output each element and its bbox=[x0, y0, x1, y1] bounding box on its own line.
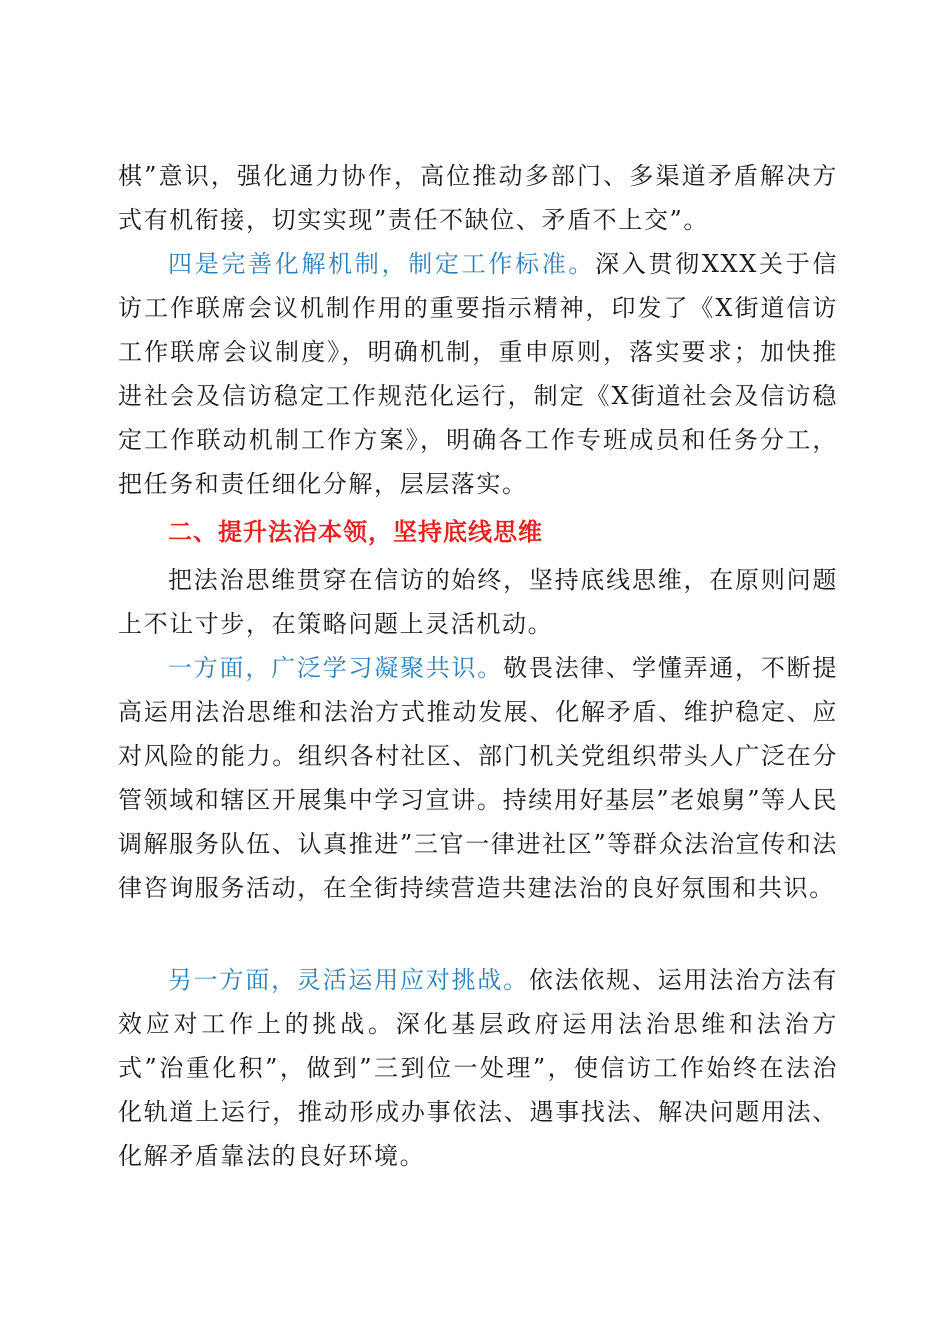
paragraph-lead-heading: 四是完善化解机制，制定工作标准。 bbox=[168, 250, 596, 278]
paragraph-text: 棋”意识，强化通力协作，高位推动多部门、多渠道矛盾解决方式有机衔接，切实实现”责任不缺位、矛盾不上交”。 bbox=[118, 162, 838, 234]
paragraph-challenge bbox=[118, 958, 838, 1178]
section-heading: 二、提升法治本领，坚持底线思维 bbox=[168, 518, 543, 546]
paragraph-lead-heading: 一方面，广泛学习凝聚共识。 bbox=[168, 654, 504, 682]
paragraph-text: 依法依规、运用法治方法有效应对工作上的挑战。深化基层政府运用法治思维和法治方式”治重化积”，做到”三到位一处理”，使信访工作始终在法治化轨道上运行，推动形成办事依法、遇事找法、解决问题用法、化解矛盾靠法的良好环境。 bbox=[118, 966, 838, 1170]
paragraph-study bbox=[118, 646, 838, 910]
paragraph-mechanism bbox=[118, 242, 838, 506]
paragraph-text: 把法治思维贯穿在信访的始终，坚持底线思维，在原则问题上不让寸步，在策略问题上灵活机动。 bbox=[118, 566, 838, 638]
paragraph-text: 敬畏法律、学懂弄通，不断提高运用法治思维和法治方式推动发展、化解矛盾、维护稳定、应对风险的能力。组织各村社区、部门机关党组织带头人广泛在分管领域和辖区开展集中学习宣讲。持续用好基层”老娘舅”等人民调解服务队伍、认真推进”三官一律进社区”等群众法治宣传和法律咨询服务活动，在全街持续营造共建法治的良好氛围和共识。 bbox=[118, 654, 838, 902]
paragraph-continuation bbox=[118, 154, 838, 242]
paragraph-lead-heading: 另一方面，灵活运用应对挑战。 bbox=[168, 966, 529, 994]
paragraph-intro bbox=[118, 558, 838, 646]
paragraph-text: 深入贯彻XXX关于信访工作联席会议机制作用的重要指示精神，印发了《X街道信访工作联席会议制度》，明确机制，重申原则，落实要求；加快推进社会及信访稳定工作规范化运行，制定《X街道社会及信访稳定工作联动机制工作方案》，明确各工作专班成员和任务分工，把任务和责任细化分解，层层落实。 bbox=[118, 250, 838, 498]
